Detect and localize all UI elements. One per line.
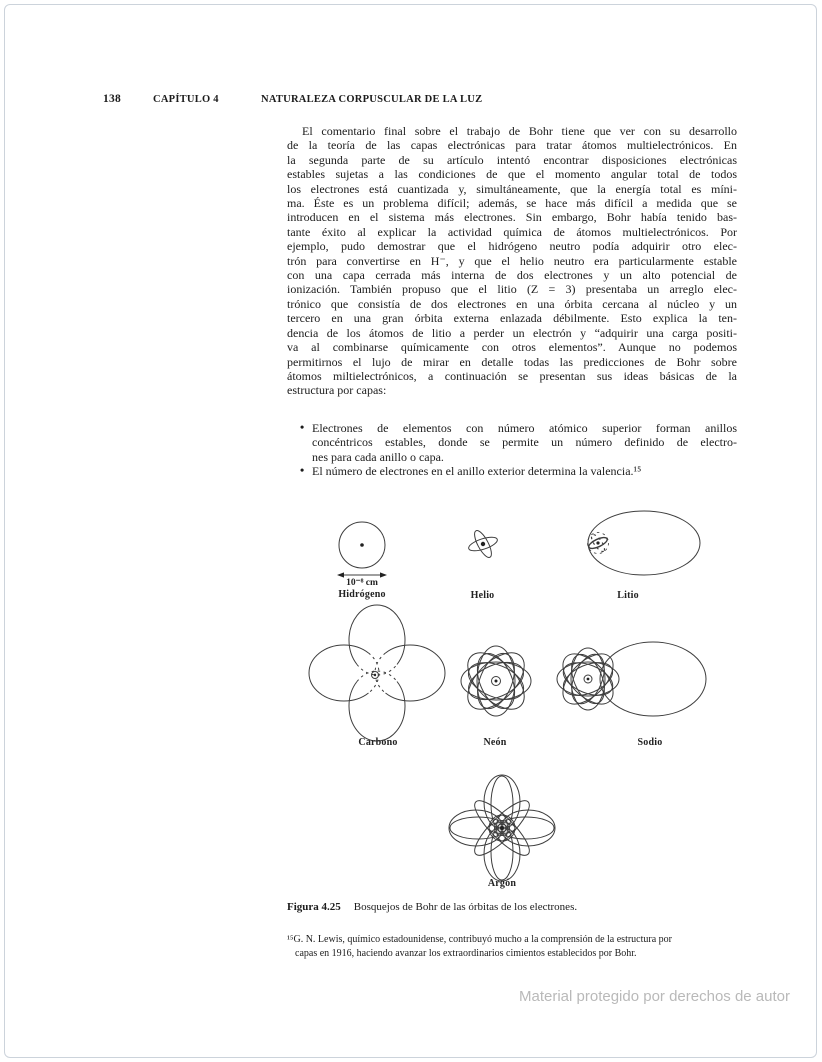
body-paragraph xyxy=(287,124,737,398)
body-line: los electrones está cuantizada y, simultáneamente, que la energía total es míni- xyxy=(287,181,737,196)
body-line: va al combinarse químicamente con otros elementos”. Aunque no podemos xyxy=(287,340,737,355)
sodium-orbit-sketch xyxy=(552,640,710,720)
body-line: introducen en el sistema más electrones. Sin embargo, Bohr había tenido bas- xyxy=(287,210,737,225)
footnote-line: ¹⁵G. N. Lewis, químico estadounidense, contribuyó mucho a la comprensión de la estructura por xyxy=(287,934,672,945)
body-line: permitirnos el lujo de mirar en detalle todas las predicciones de Bohr sobre xyxy=(287,354,737,369)
bullet-item-line: nes para cada anillo o capa. xyxy=(312,449,444,464)
body-line: la segunda parte de su artículo intentó encontrar disposiciones electrónicas xyxy=(287,152,737,167)
sodium-label: Sodio xyxy=(637,737,663,748)
bullet-item-line: concéntricos estables, donde se permite un número definido de electro- xyxy=(312,435,737,450)
footnote-line: capas en 1916, haciendo avanzar los extraordinarios cimientos establecidos por Bohr. xyxy=(295,947,637,959)
hydrogen-scale-label: 10⁻⁸ cm xyxy=(346,578,378,588)
copyright-watermark: Material protegido por derechos de autor xyxy=(519,988,790,1005)
bullet-item-line: • Electrones de elementos con número atómico superior forman anillos xyxy=(300,420,737,435)
argon-orbit-sketch xyxy=(446,772,558,884)
body-line: estables sujetas a las condiciones de que el momento angular total de todos xyxy=(287,167,737,182)
bullet-marker: • xyxy=(300,420,305,434)
page-number: 138 xyxy=(103,93,121,105)
carbon-label: Carbono xyxy=(358,737,398,748)
figure-caption-label: Figura 4.25 xyxy=(287,901,341,913)
neon-orbit-sketch xyxy=(458,643,534,719)
lithium-orbit-sketch xyxy=(582,509,706,579)
body-line: El comentario final sobre el trabajo de Bohr tiene que ver con su desarrollo xyxy=(302,124,737,138)
chapter-label: CAPÍTULO 4 xyxy=(153,94,219,105)
body-line: ionización. También propuso que el litio (Z = 3) presentaba un arreglo elec- xyxy=(287,282,737,297)
neon-label: Neón xyxy=(483,737,507,748)
body-line: ma. Éste es un problema difícil; además, se hace más difícil a medida que se xyxy=(287,196,737,211)
body-line: estructura por capas: xyxy=(287,383,387,398)
footnote xyxy=(287,933,745,960)
bullet-list xyxy=(287,421,737,479)
argon-label: Argón xyxy=(487,878,517,889)
helium-label: Helio xyxy=(470,590,495,601)
body-line: ejemplo, pudo demostrar que el hidrógeno neutro podía adquirir otro elec- xyxy=(287,239,737,254)
hydrogen-label: Hidrógeno xyxy=(338,589,386,600)
figure-caption-text: Bosquejos de Bohr de las órbitas de los electrones. xyxy=(353,901,578,913)
body-line: átomos miltielectrónicos, a continuación se presentan sus ideas básicas de la xyxy=(287,368,737,383)
bullet-item-line: • El número de electrones en el anillo exterior determina la valencia.¹⁵ xyxy=(300,463,642,479)
lithium-label: Litio xyxy=(617,590,639,601)
body-line: con una capa cerrada más interna de dos electrones y un alto potencial de xyxy=(287,268,737,283)
hydrogen-orbit-sketch xyxy=(334,519,390,581)
helium-orbit-sketch xyxy=(462,526,504,564)
body-line: dencia de los átomos de litio a perder un electrón y “adquirir una carga positi- xyxy=(287,325,737,340)
bullet-marker: • xyxy=(300,463,305,478)
running-title: NATURALEZA CORPUSCULAR DE LA LUZ xyxy=(261,94,483,105)
body-line: tercero en una gran órbita externa enlazada débilmente. Esto explica la ten- xyxy=(287,311,737,326)
carbon-orbit-sketch xyxy=(312,608,442,738)
figure-caption xyxy=(287,901,747,913)
body-line: de la teoría de las capas electrónicas para tratar átomos multielectrónicos. En xyxy=(287,138,737,153)
body-line: trón para convertirse en H⁻, y que el helio neutro era particularmente estable xyxy=(287,253,737,268)
body-line: tante éxito al explicar la actividad química de átomos multielectrónicos. Por xyxy=(287,224,737,239)
body-line: trónico que consistía de dos electrones en una órbita cercana al núcleo y un xyxy=(287,296,737,311)
